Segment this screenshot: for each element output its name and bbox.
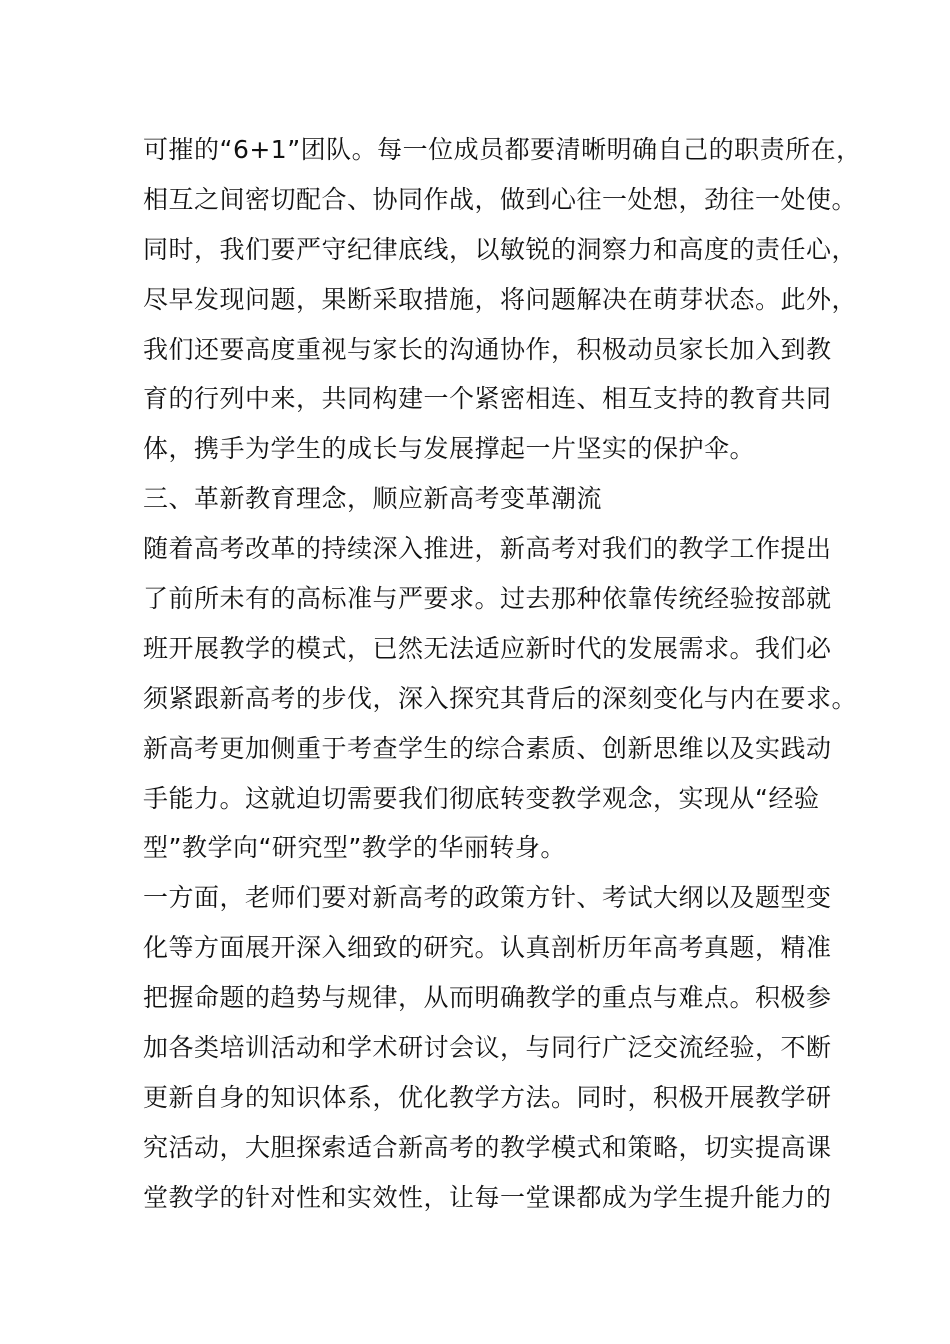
text-line: 尽早发现问题，果断采取措施，将问题解决在萌芽状态。此外， xyxy=(143,285,858,314)
text-line: 育的行列中来，共同构建一个紧密相连、相互支持的教育共同 xyxy=(143,384,832,413)
text-line: 可摧的“6+1”团队。每一位成员都要清晰明确自己的职责所在， xyxy=(143,135,862,164)
text-line: 手能力。这就迫切需要我们彻底转变教学观念，实现从“经验 xyxy=(143,784,820,813)
text-line: 须紧跟新高考的步伐，深入探究其背后的深刻变化与内在要求。 xyxy=(143,684,858,713)
text-line: 我们还要高度重视与家长的沟通协作，积极动员家长加入到教 xyxy=(143,335,832,364)
text-line: 体，携手为学生的成长与发展撑起一片坚实的保护伞。 xyxy=(143,434,756,463)
text-line: 更新自身的知识体系，优化教学方法。同时，积极开展教学研 xyxy=(143,1083,832,1112)
text-line: 随着高考改革的持续深入推进，新高考对我们的教学工作提出 xyxy=(143,534,832,563)
text-line: 相互之间密切配合、协同作战，做到心往一处想，劲往一处使。 xyxy=(143,185,858,214)
text-line: 堂教学的针对性和实效性，让每一堂课都成为学生提升能力的 xyxy=(143,1183,832,1212)
text-line: 型”教学向“研究型”教学的华丽转身。 xyxy=(143,833,566,862)
text-line: 加各类培训活动和学术研讨会议，与同行广泛交流经验，不断 xyxy=(143,1033,832,1062)
text-line: 新高考更加侧重于考查学生的综合素质、创新思维以及实践动 xyxy=(143,734,832,763)
text-line: 同时，我们要严守纪律底线，以敏锐的洞察力和高度的责任心， xyxy=(143,235,858,264)
text-line: 究活动，大胆探索适合新高考的教学模式和策略，切实提高课 xyxy=(143,1133,832,1162)
text-line: 了前所未有的高标准与严要求。过去那种依靠传统经验按部就 xyxy=(143,584,832,613)
text-line: 班开展教学的模式，已然无法适应新时代的发展需求。我们必 xyxy=(143,634,832,663)
text-line: 把握命题的趋势与规律，从而明确教学的重点与难点。积极参 xyxy=(143,983,832,1012)
text-line: 一方面，老师们要对新高考的政策方针、考试大纲以及题型变 xyxy=(143,883,832,912)
text-line: 化等方面展开深入细致的研究。认真剖析历年高考真题，精准 xyxy=(143,933,832,962)
section-heading: 三、革新教育理念，顺应新高考变革潮流 xyxy=(143,484,603,513)
